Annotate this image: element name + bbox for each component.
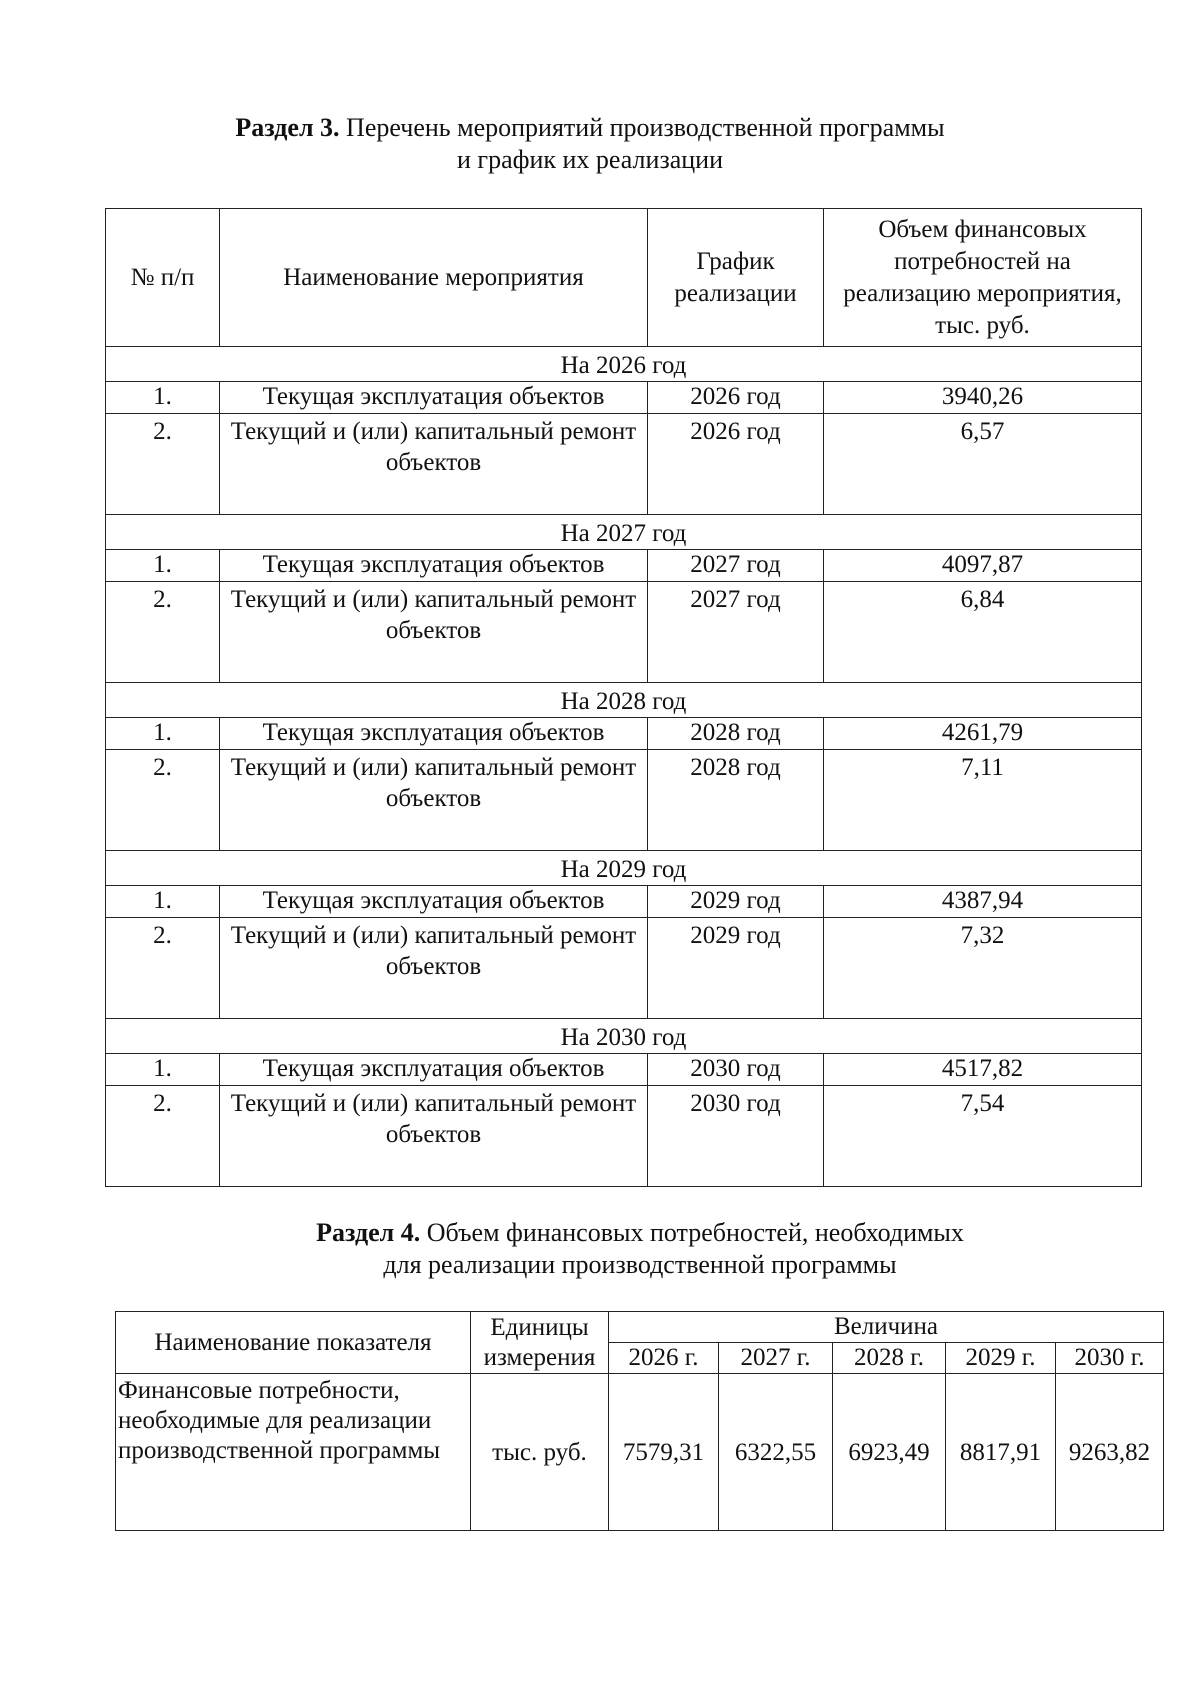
table-row	[106, 382, 1142, 414]
row-value: 6,84	[824, 582, 1142, 683]
table-row	[106, 918, 1142, 1019]
row-year-value: 9263,82	[1056, 1374, 1164, 1531]
row-activity-name: Текущий и (или) капитальный ремонт объектов	[220, 414, 648, 515]
row-activity-name: Текущий и (или) капитальный ремонт объектов	[220, 582, 648, 683]
header-year: 2026 г.	[609, 1343, 719, 1374]
year-group-label: На 2030 год	[106, 1019, 1142, 1054]
table-row	[106, 750, 1142, 851]
table-row	[106, 1086, 1142, 1187]
year-group-row	[106, 515, 1142, 550]
year-group-label: На 2028 год	[106, 683, 1142, 718]
header-indicator: Наименование показателя	[116, 1312, 471, 1374]
year-group-label: На 2029 год	[106, 851, 1142, 886]
row-num: 2.	[106, 750, 220, 851]
row-num: 2.	[106, 414, 220, 515]
row-schedule: 2027 год	[648, 550, 824, 582]
section-4-title-line2: для реализации производственной программы	[383, 1250, 897, 1279]
activities-header-row	[106, 209, 1142, 347]
row-value: 7,11	[824, 750, 1142, 851]
row-activity-name: Текущая эксплуатация объектов	[220, 718, 648, 750]
year-group-label: На 2027 год	[106, 515, 1142, 550]
row-num: 2.	[106, 582, 220, 683]
section-3-title-bold: Раздел 3.	[235, 113, 340, 142]
row-year-value: 6322,55	[719, 1374, 833, 1531]
row-indicator: Финансовые потребности, необходимые для реализации производственной программы	[116, 1374, 471, 1531]
row-schedule: 2030 год	[648, 1086, 824, 1187]
row-schedule: 2028 год	[648, 750, 824, 851]
row-activity-name: Текущий и (или) капитальный ремонт объектов	[220, 750, 648, 851]
row-year-value: 7579,31	[609, 1374, 719, 1531]
row-value: 7,54	[824, 1086, 1142, 1187]
row-year-value: 8817,91	[946, 1374, 1056, 1531]
row-activity-name: Текущая эксплуатация объектов	[220, 1054, 648, 1086]
year-group-row	[106, 347, 1142, 382]
row-value: 4387,94	[824, 886, 1142, 918]
row-activity-name: Текущий и (или) капитальный ремонт объектов	[220, 918, 648, 1019]
header-year: 2027 г.	[719, 1343, 833, 1374]
row-schedule: 2030 год	[648, 1054, 824, 1086]
year-group-row	[106, 851, 1142, 886]
row-schedule: 2029 год	[648, 886, 824, 918]
header-activity-name: Наименование мероприятия	[220, 209, 648, 347]
table-row	[106, 886, 1142, 918]
table-row	[106, 1054, 1142, 1086]
row-value: 4097,87	[824, 550, 1142, 582]
header-year: 2030 г.	[1056, 1343, 1164, 1374]
table-row	[116, 1374, 1164, 1531]
section-3-title	[0, 112, 1190, 176]
row-value: 4261,79	[824, 718, 1142, 750]
row-value: 7,32	[824, 918, 1142, 1019]
header-value: Величина	[609, 1312, 1164, 1343]
row-units: тыс. руб.	[471, 1374, 609, 1531]
row-year-value: 6923,49	[833, 1374, 946, 1531]
header-financial-volume: Объем финансовых потребностей на реализацию мероприятия, тыс. руб.	[824, 209, 1142, 347]
row-schedule: 2028 год	[648, 718, 824, 750]
header-schedule: График реализации	[648, 209, 824, 347]
row-value: 3940,26	[824, 382, 1142, 414]
table-row	[106, 582, 1142, 683]
row-num: 2.	[106, 918, 220, 1019]
financial-header-row	[116, 1312, 1164, 1343]
row-schedule: 2026 год	[648, 414, 824, 515]
row-schedule: 2026 год	[648, 382, 824, 414]
row-num: 1.	[106, 382, 220, 414]
table-row	[106, 414, 1142, 515]
header-num: № п/п	[106, 209, 220, 347]
table-row	[106, 550, 1142, 582]
activities-table-body	[106, 347, 1142, 1187]
header-year: 2029 г.	[946, 1343, 1056, 1374]
row-num: 1.	[106, 718, 220, 750]
row-value: 6,57	[824, 414, 1142, 515]
section-4-title-text: Объем финансовых потребностей, необходимых	[420, 1218, 964, 1247]
section-3-title-line2: и график их реализации	[457, 145, 723, 174]
year-group-row	[106, 1019, 1142, 1054]
row-num: 2.	[106, 1086, 220, 1187]
row-activity-name: Текущая эксплуатация объектов	[220, 886, 648, 918]
section-4-title	[40, 1217, 1200, 1281]
row-activity-name: Текущий и (или) капитальный ремонт объектов	[220, 1086, 648, 1187]
year-group-label: На 2026 год	[106, 347, 1142, 382]
row-value: 4517,82	[824, 1054, 1142, 1086]
table-row	[106, 718, 1142, 750]
row-schedule: 2027 год	[648, 582, 824, 683]
header-units: Единицы измерения	[471, 1312, 609, 1374]
section-3-title-text: Перечень мероприятий производственной программы	[339, 113, 945, 142]
financial-needs-table	[115, 1311, 1164, 1531]
year-group-row	[106, 683, 1142, 718]
header-year: 2028 г.	[833, 1343, 946, 1374]
row-schedule: 2029 год	[648, 918, 824, 1019]
row-activity-name: Текущая эксплуатация объектов	[220, 550, 648, 582]
row-num: 1.	[106, 1054, 220, 1086]
section-4-title-bold: Раздел 4.	[316, 1218, 421, 1247]
row-activity-name: Текущая эксплуатация объектов	[220, 382, 648, 414]
activities-table	[105, 208, 1142, 1187]
row-num: 1.	[106, 550, 220, 582]
row-num: 1.	[106, 886, 220, 918]
